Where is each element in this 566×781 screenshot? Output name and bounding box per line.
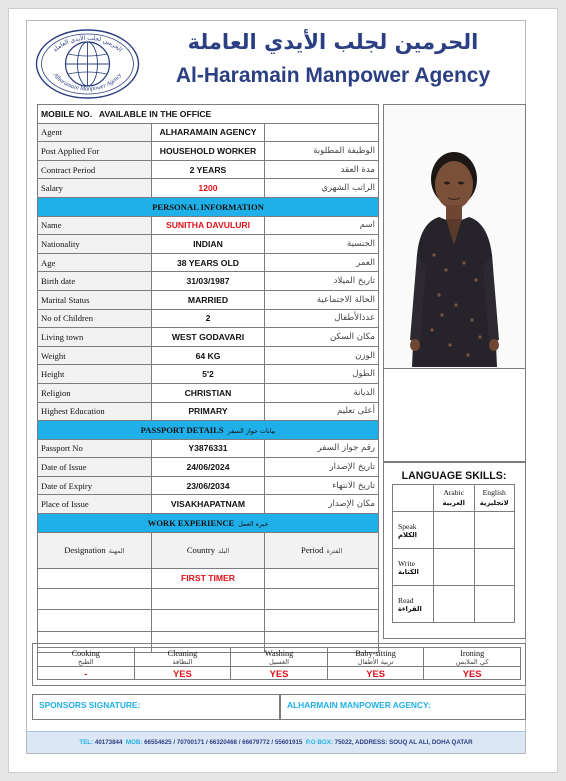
marital-status-label: Marital Status <box>38 290 152 309</box>
household-skills-table <box>37 647 521 680</box>
col-country: Country البلد <box>151 532 265 568</box>
nationality-label-ar: الجنسية <box>265 235 379 254</box>
lang-row-speak: Speak الكلام <box>393 512 434 549</box>
applicant-photo <box>383 104 526 369</box>
speak-english-cell <box>474 512 515 549</box>
birth-date-label: Birth date <box>38 272 152 291</box>
lang-row-write: Write الكتابة <box>393 549 434 586</box>
living-town-value: WEST GODAVARI <box>151 328 265 347</box>
no-of-children-label: No of Children <box>38 309 152 328</box>
applicant-details-table <box>37 104 379 653</box>
contact-footer: TEL: 40173844 MOB: 66554625 / 70700171 / 66320468 / 66679772 / 55601915 P.O BOX: 75022, ADDRESS: SOUQ AL ALI, DOHA QATAR <box>27 731 525 753</box>
agent-label-ar <box>265 123 379 142</box>
write-english-cell <box>474 549 515 586</box>
agency-logo <box>34 27 141 100</box>
date-of-expiry-label: Date of Expiry <box>38 476 152 495</box>
weight-label: Weight <box>38 346 152 365</box>
religion-value: CHRISTIAN <box>151 383 265 402</box>
religion-label-ar: الديانة <box>265 383 379 402</box>
religion-label: Religion <box>38 383 152 402</box>
nationality-label: Nationality <box>38 235 152 254</box>
agency-title-arabic: الحرمين لجلب الأيدي العاملة <box>187 30 479 54</box>
lang-col-arabic: Arabic العربية <box>434 485 475 512</box>
skill-ironing-value: YES <box>424 667 521 680</box>
contract-period-label: Contract Period <box>38 160 152 179</box>
contract-period-label-ar: مدة العقد <box>265 160 379 179</box>
age-label-ar: العمر <box>265 253 379 272</box>
marital-status-value: MARRIED <box>151 290 265 309</box>
photo-extension-box <box>383 369 526 462</box>
weight-label-ar: الوزن <box>265 346 379 365</box>
language-skills-title: LANGUAGE SKILLS: <box>401 470 507 482</box>
col-period: Period الفترة <box>265 532 379 568</box>
highest-education-label-ar: أعلى تعليم <box>265 402 379 421</box>
salary-label-ar: الراتب الشهري <box>265 179 379 198</box>
highest-education-value: PRIMARY <box>151 402 265 421</box>
height-label: Height <box>38 365 152 384</box>
highest-education-label: Highest Education <box>38 402 152 421</box>
skill-cooking-header: Cooking الطبخ <box>38 648 135 667</box>
mobile-availability: MOBILE NO. AVAILABLE IN THE OFFICE <box>38 105 379 124</box>
skill-ironing-header: Ironing كي الملابس <box>424 648 521 667</box>
salary-value: 1200 <box>151 179 265 198</box>
name-label-ar: اسم <box>265 216 379 235</box>
date-of-expiry-value: 23/06/2034 <box>151 476 265 495</box>
salary-label: Salary <box>38 179 152 198</box>
logo-text-en: Alharamain Manpower Agency <box>51 71 124 93</box>
skill-cleaning-header: Cleaning النظافة <box>134 648 231 667</box>
date-of-issue-label: Date of Issue <box>38 458 152 477</box>
no-of-children-label-ar: عددالأطفال <box>265 309 379 328</box>
living-town-label-ar: مكان السكن <box>265 328 379 347</box>
work-row-designation <box>38 568 152 588</box>
contract-period-value: 2 YEARS <box>151 160 265 179</box>
age-value: 38 YEARS OLD <box>151 253 265 272</box>
write-arabic-cell <box>434 549 475 586</box>
post-applied-for-value: HOUSEHOLD WORKER <box>151 142 265 161</box>
height-label-ar: الطول <box>265 365 379 384</box>
passport-no-value: Y3876331 <box>151 439 265 458</box>
age-label: Age <box>38 253 152 272</box>
marital-status-label-ar: الحالة الاجتماعية <box>265 290 379 309</box>
col-designation: Designation المهنة <box>38 532 152 568</box>
skill-washing-header: Washing الغسيل <box>231 648 328 667</box>
skill-baby-sitting-header: Baby-sitting تربية الأطفال <box>327 648 424 667</box>
date-of-expiry-label-ar: تاريخ الانتهاء <box>265 476 379 495</box>
agent-label: Agent <box>38 123 152 142</box>
no-of-children-value: 2 <box>151 309 265 328</box>
speak-arabic-cell <box>434 512 475 549</box>
living-town-label: Living town <box>38 328 152 347</box>
language-skills-table <box>392 484 515 623</box>
work-row-empty <box>38 610 152 632</box>
work-row-period <box>265 568 379 588</box>
work-row-empty <box>38 588 152 610</box>
nationality-value: INDIAN <box>151 235 265 254</box>
agent-value: ALHARAMAIN AGENCY <box>151 123 265 142</box>
lang-col-english: English لانجليزية <box>474 485 515 512</box>
sponsor-signature-field[interactable]: SPONSORS SIGNATURE: <box>32 694 280 720</box>
lang-row-read: Read القراءة <box>393 586 434 623</box>
work-experience-heading: WORK EXPERIENCE خبره العمل <box>38 514 379 533</box>
agency-signature-field[interactable]: ALHARMAIN MANPOWER AGENCY: <box>280 694 526 720</box>
skill-washing-value: YES <box>231 667 328 680</box>
place-of-issue-label: Place of Issue <box>38 495 152 514</box>
place-of-issue-label-ar: مكان الإصدار <box>265 495 379 514</box>
agency-title-english: Al-Haramain Manpower Agency <box>175 64 491 87</box>
passport-no-label-ar: رقم جواز السفر <box>265 439 379 458</box>
place-of-issue-value: VISAKHAPATNAM <box>151 495 265 514</box>
post-applied-for-label-ar: الوظيفة المطلوبة <box>265 142 379 161</box>
skill-cleaning-value: YES <box>134 667 231 680</box>
passport-details-heading: PASSPORT DETAILS بيانات جواز السفر <box>38 421 379 440</box>
skill-cooking-value: - <box>38 667 135 680</box>
birth-date-label-ar: تاريخ الميلاد <box>265 272 379 291</box>
date-of-issue-label-ar: تاريخ الإصدار <box>265 458 379 477</box>
name-label: Name <box>38 216 152 235</box>
date-of-issue-value: 24/06/2024 <box>151 458 265 477</box>
birth-date-value: 31/03/1987 <box>151 272 265 291</box>
name-value: SUNITHA DAVULURI <box>151 216 265 235</box>
height-value: 5'2 <box>151 365 265 384</box>
skill-baby-sitting-value: YES <box>327 667 424 680</box>
passport-no-label: Passport No <box>38 439 152 458</box>
logo-text-ar: الحرمين لجلب الأيدي العاملة <box>51 34 124 54</box>
read-english-cell <box>474 586 515 623</box>
work-entry: FIRST TIMER <box>151 568 265 588</box>
weight-value: 64 KG <box>151 346 265 365</box>
personal-info-heading: PERSONAL INFORMATION <box>38 197 379 216</box>
post-applied-for-label: Post Applied For <box>38 142 152 161</box>
read-arabic-cell <box>434 586 475 623</box>
